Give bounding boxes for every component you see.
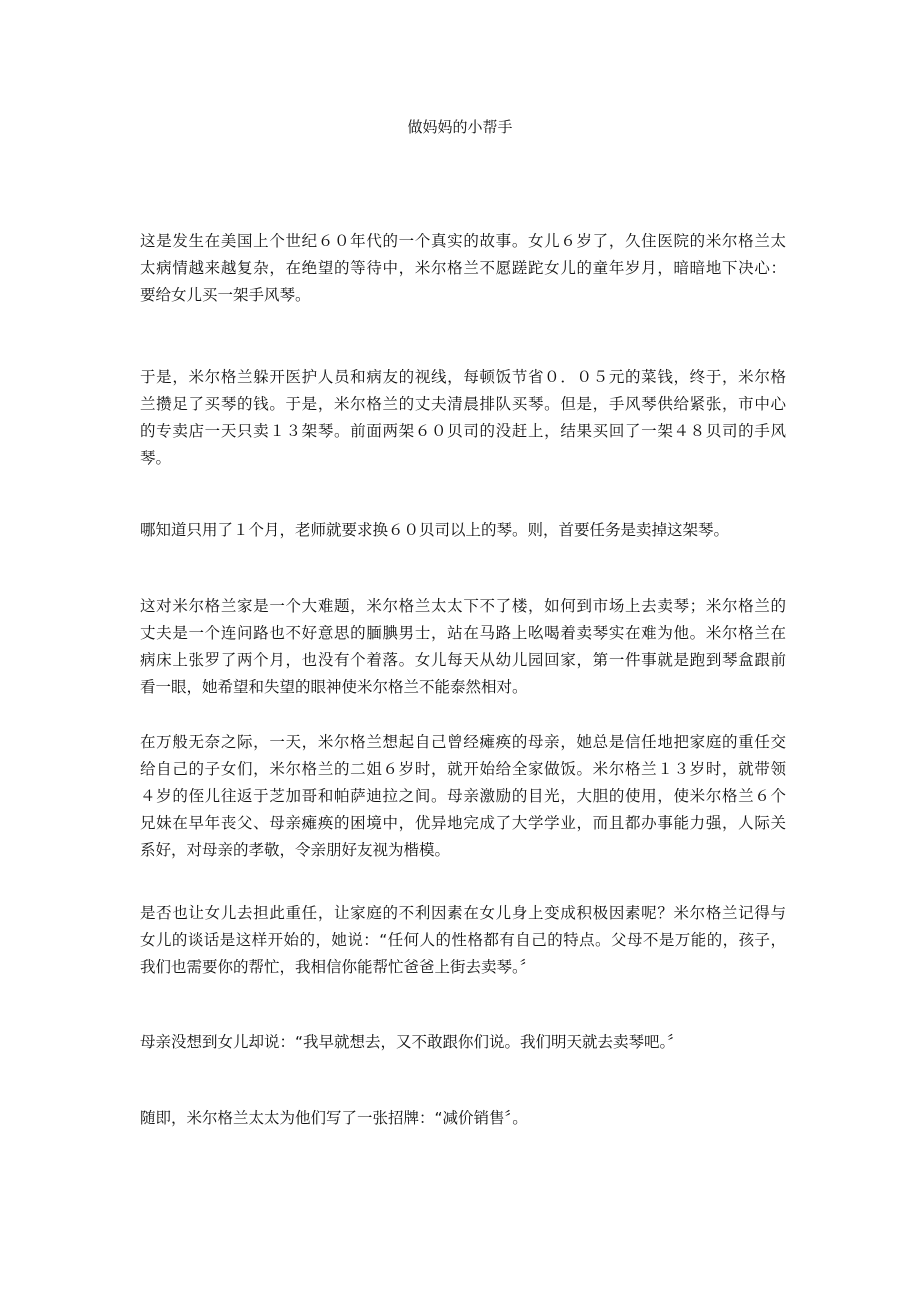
text-line: 系好，对母亲的孝敬，令亲朋好友视为楷模。 [140, 841, 451, 859]
paragraph [140, 593, 786, 701]
text-line: 随即，米尔格兰太太为他们写了一张招牌：“减价销售〞。 [140, 1109, 528, 1127]
text-line: 看一眼，她希望和失望的眼神使米尔格兰不能泰然相对。 [140, 678, 528, 696]
paragraph [140, 1029, 786, 1056]
paragraph [140, 228, 786, 309]
document-title: 做妈妈的小帮手 [407, 118, 513, 136]
text-line: 哪知道只用了１个月，老师就要求换６０贝司以上的琴。则，首要任务是卖掉这架琴。 [140, 521, 730, 539]
text-line: 母亲没想到女儿却说：“我早就想去，又不敢跟你们说。我们明天就去卖琴吧。〞 [140, 1033, 683, 1051]
text-line: 病床上张罗了两个月，也没有个着落。女儿每天从幼儿园回家，第一件事就是跑到琴盒跟前 [140, 651, 786, 669]
text-line: ４岁的侄儿往返于芝加哥和帕萨迪拉之间。母亲激励的目光，大胆的使用，使米尔格兰６个 [140, 787, 786, 805]
text-line: 琴。 [140, 449, 172, 467]
text-line: 太病情越来越复杂，在绝望的等待中，米尔格兰不愿蹉跎女儿的童年岁月，暗暗地下决心： [140, 259, 786, 277]
text-line: 女儿的谈话是这样开始的，她说：“任何人的性格都有自己的特点。父母不是万能的，孩子， [140, 931, 786, 949]
paragraph [140, 364, 786, 472]
text-line: 于是，米尔格兰躲开医护人员和病友的视线，每顿饭节省０．０５元的菜钱，终于，米尔格 [140, 368, 786, 386]
text-line: 兄妹在早年丧父、母亲瘫痪的困境中，优异地完成了大学学业，而且都办事能力强，人际关 [140, 814, 786, 832]
text-line: 这是发生在美国上个世纪６０年代的一个真实的故事。女儿６岁了，久住医院的米尔格兰太 [140, 232, 786, 250]
text-line: 是否也让女儿去担此重任，让家庭的不利因素在女儿身上变成积极因素呢？米尔格兰记得与 [140, 904, 786, 922]
paragraph [140, 729, 786, 864]
text-line: 要给女儿买一架手风琴。 [140, 286, 311, 304]
paragraph [140, 1105, 786, 1132]
text-line: 给自己的子女们，米尔格兰的二姐６岁时，就开始给全家做饭。米尔格兰１３岁时，就带领 [140, 760, 786, 778]
text-line: 的专卖店一天只卖１３架琴。前面两架６０贝司的没赶上，结果买回了一架４８贝司的手风 [140, 422, 786, 440]
paragraph [140, 900, 786, 981]
text-line: 丈夫是一个连问路也不好意思的腼腆男士，站在马路上吆喝着卖琴实在难为他。米尔格兰在 [140, 624, 786, 642]
text-line: 这对米尔格兰家是一个大难题，米尔格兰太太下不了楼，如何到市场上去卖琴；米尔格兰的 [140, 597, 786, 615]
text-line: 兰攒足了买琴的钱。于是，米尔格兰的丈夫清晨排队买琴。但是，手风琴供给紧张，市中心 [140, 395, 786, 413]
paragraph [140, 517, 786, 544]
text-line: 我们也需要你的帮忙，我相信你能帮忙爸爸上街去卖琴。〞 [140, 958, 536, 976]
text-line: 在万般无奈之际，一天，米尔格兰想起自己曾经瘫痪的母亲，她总是信任地把家庭的重任交 [140, 733, 786, 751]
